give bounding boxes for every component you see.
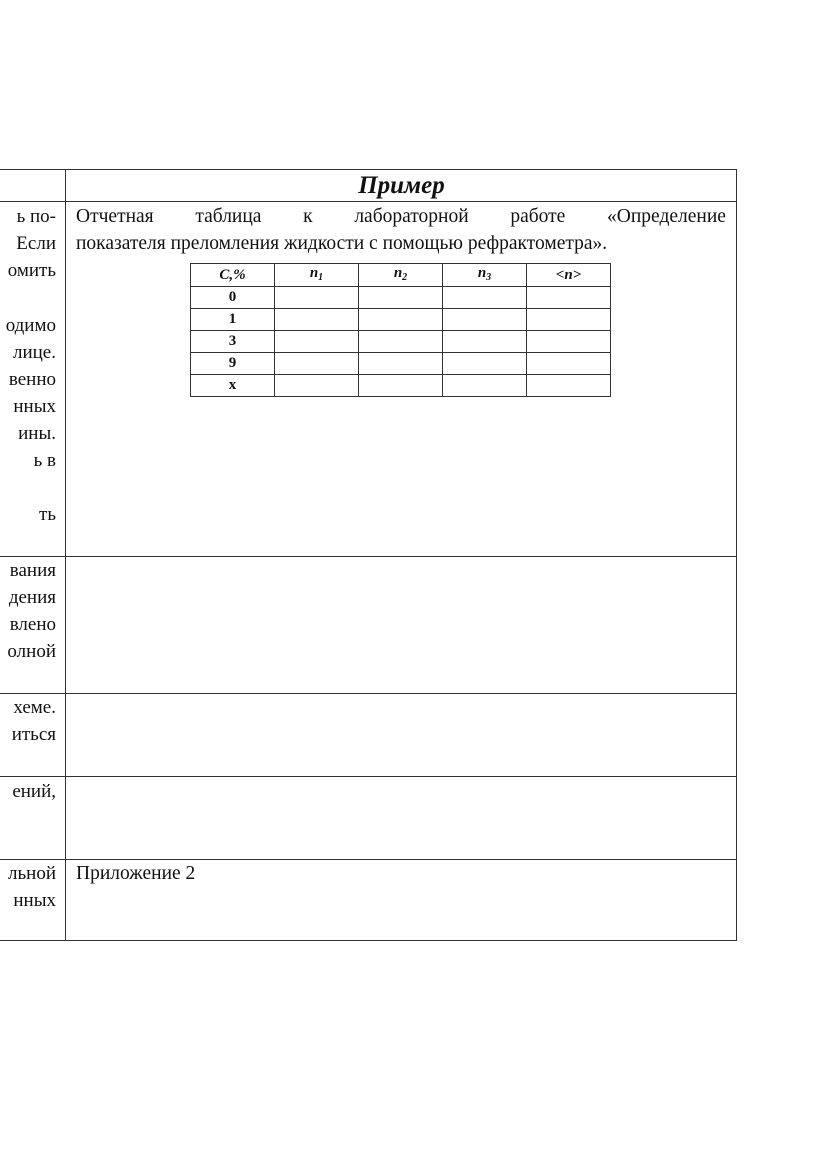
- table-row: [191, 287, 611, 309]
- left-fragment: нных: [13, 890, 56, 911]
- header-n1: $n_1$: [275, 264, 359, 287]
- left-fragment: влено: [9, 614, 56, 635]
- row-label: x: [191, 375, 275, 397]
- left-fragment: одимо: [5, 315, 56, 336]
- table-cell: [443, 353, 527, 375]
- table-cell: [527, 353, 611, 375]
- word: к: [303, 206, 313, 227]
- word: Отчетная: [76, 206, 154, 227]
- table-row: [191, 375, 611, 397]
- left-fragment: ь по-: [16, 206, 56, 227]
- left-fragment: вания: [9, 560, 56, 581]
- table-cell: [443, 331, 527, 353]
- table-row: [191, 309, 611, 331]
- left-fragment: Если: [16, 233, 56, 254]
- left-fragment: омить: [7, 260, 56, 281]
- table-cell: [275, 353, 359, 375]
- example-paragraph: [76, 203, 726, 257]
- example-line-2: показателя преломления жидкости с помощью рефрактометра».: [76, 233, 608, 254]
- appendix-reference: Приложение 2: [76, 863, 196, 884]
- table-cell: [275, 375, 359, 397]
- table-cell: [443, 375, 527, 397]
- example-line-1: [76, 203, 726, 230]
- table-cell: [359, 375, 443, 397]
- column-title: Пример: [358, 172, 445, 199]
- word: лабораторной: [354, 206, 469, 227]
- row-label: 9: [191, 353, 275, 375]
- table-border-right: [736, 169, 737, 941]
- row-label: 1: [191, 309, 275, 331]
- left-fragment: ь в: [33, 450, 56, 471]
- header-n3: $n_3$: [443, 264, 527, 287]
- row-label: 3: [191, 331, 275, 353]
- left-fragment: дения: [8, 587, 56, 608]
- header-mean-n: <n>: [527, 264, 611, 287]
- left-fragment: венно: [8, 369, 56, 390]
- left-fragment: нных: [13, 396, 56, 417]
- left-fragment: иться: [11, 724, 56, 745]
- table-cell: [527, 331, 611, 353]
- word: работе: [510, 206, 566, 227]
- table-cell: [359, 331, 443, 353]
- table-cell: [275, 331, 359, 353]
- word: таблица: [195, 206, 262, 227]
- table-cell: [359, 309, 443, 331]
- table-border-top: [0, 169, 737, 170]
- header-n2: $n_2$: [359, 264, 443, 287]
- header-concentration: C,%: [191, 264, 275, 287]
- table-cell: [275, 287, 359, 309]
- table-cell: [359, 353, 443, 375]
- left-fragment: ений,: [12, 781, 56, 802]
- left-fragment: ть: [39, 504, 56, 525]
- left-fragment: льной: [8, 863, 56, 884]
- left-fragment: ины.: [18, 423, 56, 444]
- report-table-header-row: [191, 264, 611, 287]
- table-cell: [527, 309, 611, 331]
- table-border-row2: [0, 693, 737, 694]
- table-cell: [527, 375, 611, 397]
- table-border-row3: [0, 776, 737, 777]
- word: «Определение: [607, 206, 726, 227]
- table-border-row1: [0, 556, 737, 557]
- left-fragment: хеме.: [13, 697, 56, 718]
- row-label: 0: [191, 287, 275, 309]
- report-table: [190, 263, 611, 397]
- table-border-header: [0, 201, 737, 202]
- table-cell: [527, 287, 611, 309]
- table-cell: [275, 309, 359, 331]
- left-fragment: олной: [7, 641, 56, 662]
- table-cell: [443, 287, 527, 309]
- left-fragment: лице.: [12, 342, 56, 363]
- table-cell: [359, 287, 443, 309]
- table-border-bottom: [0, 940, 737, 941]
- table-row: [191, 353, 611, 375]
- table-cell: [443, 309, 527, 331]
- table-column-divider: [65, 169, 66, 941]
- table-row: [191, 331, 611, 353]
